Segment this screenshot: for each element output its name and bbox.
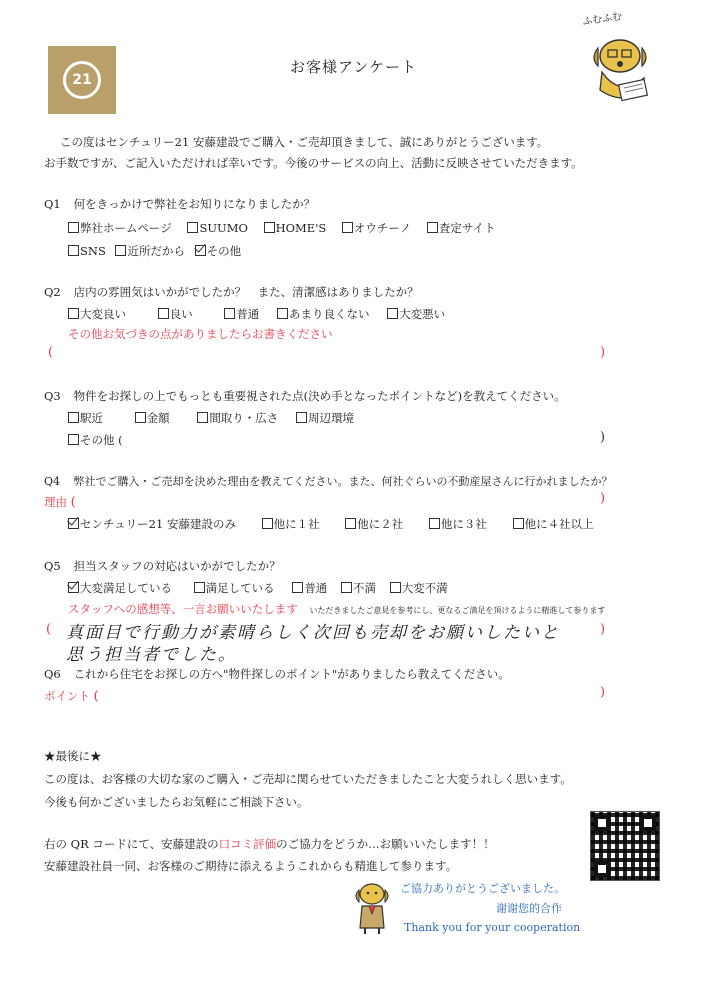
q1-option-other[interactable]: [195, 243, 242, 259]
q5-options: [68, 580, 460, 596]
checkbox-icon[interactable]: [197, 412, 208, 423]
q5-handwritten-comment-line-1: 真面目で行動力が素晴らしく次回も売却をお願いしたいと: [66, 623, 560, 643]
checkbox-icon[interactable]: [187, 222, 198, 233]
q1-option-nearby[interactable]: [115, 243, 185, 259]
q1-option-homes[interactable]: [264, 221, 327, 235]
q5-note: いただきましたご意見を参考にし、更なるご満足を頂けるように精進して参ります: [309, 606, 606, 615]
option-label: その他 (: [80, 433, 123, 447]
qr-finder: [640, 815, 656, 831]
q4-number: Q4: [44, 475, 61, 488]
option-label: 金額: [146, 411, 170, 425]
q2-number: Q2: [44, 285, 61, 299]
qr-text-part: 右の QR コードにて、安藤建設の: [44, 837, 219, 851]
mascot-speech: ふむふむ: [581, 11, 623, 28]
option-label: オウチーノ: [353, 221, 412, 235]
q3-option-other[interactable]: [68, 432, 123, 448]
q5-number: Q5: [44, 559, 61, 573]
option-label: 駅近: [80, 411, 103, 425]
option-label: 不満: [352, 581, 376, 595]
checkbox-icon[interactable]: [390, 582, 401, 593]
q2-options: [68, 306, 457, 322]
q4-text: 弊社でご購入・ご売却を決めた理由を教えてください。また、何社ぐらいの不動産屋さんに行かれましたか？: [73, 475, 613, 488]
checkbox-icon[interactable]: [115, 245, 126, 256]
q3-text: 物件をお探しの上でもっとも重要視された点(決め手となったポイントなど)を教えてください。: [73, 389, 566, 403]
qr-finder: [594, 861, 610, 877]
reason-label: 理由: [44, 495, 67, 509]
q1-options-row-2: [68, 243, 253, 259]
q2-paren-close: ): [600, 345, 606, 360]
option-label: 他に３社: [440, 517, 487, 531]
q3-options: [68, 410, 366, 426]
checkbox-icon[interactable]: [427, 222, 438, 233]
q2-question: [44, 284, 419, 300]
q2-prompt: その他お気づきの点がありましたらお書きください: [68, 327, 333, 341]
q3-question: [44, 388, 566, 404]
q1-text: 何をきっかけで弊社をお知りになりましたか？: [73, 197, 316, 211]
q1-number: Q1: [44, 197, 61, 211]
q4-options: [68, 516, 606, 532]
checkbox-icon[interactable]: [345, 518, 356, 529]
option-label: 弊社ホームページ: [80, 221, 172, 235]
closing-line-1: この度は、お客様の大切な家のご購入・ご売却に関らせていただきましたこと大変うれしく思います。: [44, 772, 572, 786]
closing-line-2: 今後も何かございましたらお気軽にご相談下さい。: [44, 795, 309, 809]
option-label: 近所だから: [127, 244, 185, 258]
q1-question: [44, 196, 315, 212]
q4-option-1-other[interactable]: [262, 516, 320, 532]
q3-option-environment[interactable]: [296, 410, 354, 426]
q6-text: これから住宅をお探しの方へ"物件探しのポイント"がありましたら教えてください。: [73, 667, 510, 681]
q4-paren-close: ): [600, 491, 606, 506]
q3-number: Q3: [44, 389, 61, 403]
q5-option-normal[interactable]: [292, 580, 327, 596]
q1-option-sns[interactable]: [68, 244, 106, 258]
intro-line-1: この度はセンチュリー21 安藤建設でご購入・ご売却頂きまして、誠にありがとうございます。: [60, 135, 549, 149]
q5-paren-close: ): [600, 622, 606, 637]
q1-option-website[interactable]: [68, 220, 172, 236]
q6-point-label: [44, 688, 99, 704]
q4-option-only-us[interactable]: [68, 516, 236, 532]
closing-heading: ★最後に★: [44, 749, 102, 763]
q6-number: Q6: [44, 667, 61, 681]
q4-paren-open: (: [70, 495, 76, 510]
q1-option-satei[interactable]: [427, 220, 496, 236]
option-label: 普通: [304, 581, 328, 595]
q2-option-good[interactable]: [158, 306, 193, 322]
intro-line-2: お手数ですが、ご記入いただければ幸いです。今後のサービスの向上、活動に反映させていただきます。: [44, 156, 583, 170]
q4-option-2-other[interactable]: [345, 516, 403, 532]
q6-paren-close: ): [600, 685, 606, 700]
checked-checkbox-icon[interactable]: [68, 518, 79, 529]
q3-option-layout[interactable]: [197, 410, 278, 426]
option-label: 普通: [236, 307, 260, 321]
thanks-japanese: ご協力ありがとうございました。: [400, 882, 565, 895]
checkbox-icon[interactable]: [135, 412, 146, 423]
review-highlight: 口コミ評価: [218, 837, 277, 851]
checked-checkbox-icon[interactable]: [68, 582, 79, 593]
option-label: HOME'S: [275, 221, 327, 235]
q5-prompt: スタッフへの感想等、一言お願いいたします: [68, 602, 298, 616]
q4-reason-label: [44, 494, 76, 510]
q1-option-ouchino[interactable]: [342, 220, 411, 236]
q2-comment-field[interactable]: [60, 344, 594, 362]
option-label: 周辺環境: [307, 411, 354, 425]
option-label: センチュリー21 安藤建設のみ: [80, 517, 236, 531]
checkbox-icon[interactable]: [68, 434, 79, 445]
checkbox-icon[interactable]: [158, 308, 169, 319]
checkbox-icon[interactable]: [68, 308, 79, 319]
qr-text-part: のご協力をどうか…お願いいたします！！: [276, 837, 495, 851]
option-label: 満足している: [205, 581, 275, 595]
checkbox-icon[interactable]: [194, 582, 205, 593]
q1-options-row-1: [68, 220, 508, 236]
checkbox-icon[interactable]: [513, 518, 524, 529]
q1-option-suumo[interactable]: [187, 221, 247, 235]
option-label: 査定サイト: [438, 221, 496, 235]
q2-paren-open: (: [48, 345, 54, 360]
page-title: お客様アンケート: [289, 58, 418, 76]
option-label: 大変悪い: [399, 307, 446, 321]
q5-option-unsatisfied[interactable]: [341, 580, 376, 596]
q4-option-3-other[interactable]: [429, 516, 487, 532]
option-label: 良い: [169, 307, 193, 321]
checkbox-icon[interactable]: [68, 412, 79, 423]
option-label: SNS: [80, 244, 106, 258]
q2-option-normal[interactable]: [224, 306, 259, 322]
q6-paren-open: (: [93, 689, 99, 704]
closing-line-4: 安藤建設社員一同、お客様のご期待に添えるようこれからも精進して参ります。: [44, 859, 458, 873]
q5-option-very-satisfied[interactable]: [68, 580, 172, 596]
qr-code[interactable]: [590, 811, 660, 881]
q3-paren-close: ): [600, 430, 606, 445]
checkbox-icon[interactable]: [277, 308, 288, 319]
checkbox-icon[interactable]: [224, 308, 235, 319]
option-label: 大変不満: [401, 581, 448, 595]
checkbox-icon[interactable]: [296, 412, 307, 423]
q3-option-price[interactable]: [135, 410, 170, 426]
checkbox-icon[interactable]: [68, 222, 79, 233]
q5-prompt-row: [68, 601, 605, 617]
checkbox-icon[interactable]: [341, 582, 352, 593]
closing-line-3: [44, 836, 495, 852]
q3-option-station[interactable]: [68, 410, 103, 426]
option-label: 他に１社: [273, 517, 320, 531]
q6-question: [44, 666, 510, 682]
q5-option-satisfied[interactable]: [194, 580, 275, 596]
q6-point-field[interactable]: [100, 686, 594, 704]
q2-option-very-good[interactable]: [68, 306, 126, 322]
q2-option-very-bad[interactable]: [387, 306, 445, 322]
dog-mascot-reading-icon: [584, 28, 662, 106]
dog-mascot-bow-icon: [350, 880, 394, 936]
checkbox-icon[interactable]: [342, 222, 353, 233]
q5-option-very-unsatisfied[interactable]: [390, 580, 448, 596]
q5-question: [44, 558, 281, 574]
q5-text: 担当スタッフの対応はいかがでしたか？: [73, 559, 281, 573]
checkbox-icon[interactable]: [429, 518, 440, 529]
checkbox-icon[interactable]: [68, 245, 79, 256]
q5-handwritten-comment-line-2: 思う担当者でした。: [66, 645, 237, 665]
q4-question: [44, 473, 613, 489]
q4-reason-field[interactable]: [80, 492, 594, 510]
option-label: その他: [206, 244, 242, 258]
option-label: 間取り・広さ: [209, 411, 279, 425]
thanks-english: Thank you for your cooperation: [404, 921, 581, 934]
option-label: 大変良い: [80, 307, 126, 321]
point-label: ポイント: [44, 689, 90, 703]
option-label: あまり良くない: [288, 307, 370, 321]
thanks-chinese: 谢谢您的合作: [496, 902, 562, 915]
q2-option-not-good[interactable]: [277, 306, 370, 322]
option-label: 大変満足している: [80, 581, 172, 595]
logo-text: 21: [63, 61, 101, 99]
option-label: SUUMO: [199, 221, 248, 235]
checkbox-icon[interactable]: [292, 582, 303, 593]
q2-text: 店内の雰囲気はいかがでしたか？ また、清潔感はありましたか？: [73, 285, 419, 299]
option-label: 他に２社: [357, 517, 404, 531]
q4-option-4plus-other[interactable]: [513, 516, 594, 532]
option-label: 他に４社以上: [524, 517, 594, 531]
checked-checkbox-icon[interactable]: [195, 245, 206, 256]
q5-paren-open: (: [46, 622, 52, 637]
checkbox-icon[interactable]: [262, 518, 273, 529]
checkbox-icon[interactable]: [264, 222, 275, 233]
checkbox-icon[interactable]: [387, 308, 398, 319]
qr-finder: [594, 815, 610, 831]
